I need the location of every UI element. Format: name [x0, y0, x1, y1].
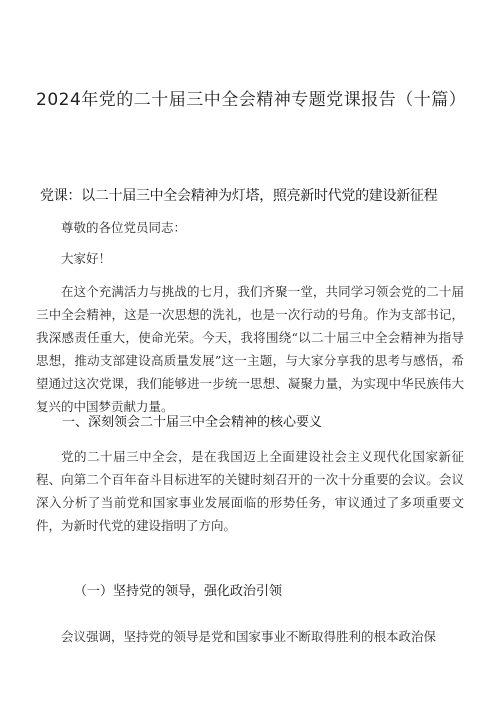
lecture-title: 党课：以二十届三中全会精神为灯塔，照亮新时代党的建设新征程 — [40, 188, 438, 204]
paragraph-1: 党的二十届三中全会，是在我国迈上全面建设社会主义现代化国家新征程、向第二个百年奋斗目标进军的关键时刻召开的一次十分重要的会议。会议深入分析了当前党和国家事业发展面临的形势任务，审议通过了多项重要文件，为新时代党的建设指明了方向。 — [36, 449, 464, 533]
heading-1: 一、深刻领会二十届三中全会精神的核心要义 — [62, 415, 323, 430]
heading-2: （一）坚持党的领导，强化政治引领 — [74, 584, 283, 599]
document-title: 2024年党的二十届三中全会精神专题党课报告（十篇） — [36, 90, 467, 110]
intro-paragraph: 在这个充满活力与挑战的七月，我们齐聚一堂，共同学习领会党的二十届三中全会精神，这是一次思想的洗礼，也是一次行动的号角。作为支部书记，我深感责任重大，使命光荣。今天，我将围绕“以二十届三中全会精神为指导思想，推动支部建设高质量发展”这一主题，与大家分享我的思考与感悟，希望通过这次党课，我们能够进一步统一思想、凝聚力量，为实现中华民族伟大复兴的中国梦贡献力量。 — [36, 284, 464, 414]
salutation: 尊敬的各位党员同志： — [61, 220, 187, 235]
paragraph-2: 会议强调，坚持党的领导是党和国家事业不断取得胜利的根本政治保 — [61, 629, 437, 644]
greeting: 大家好！ — [61, 251, 112, 266]
